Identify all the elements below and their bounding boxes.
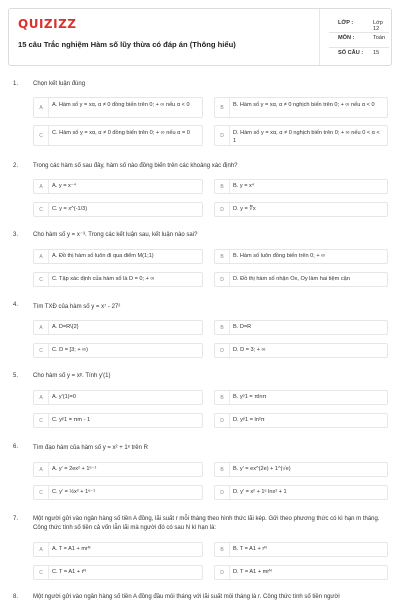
option-text: C. y = x^(-1/3) [52,206,88,212]
option-letter: D [215,414,230,427]
question-number: 8. [13,594,19,600]
meta-class [329,18,389,33]
option-text: C. yᵖ1 = πm - 1 [52,417,91,423]
option-b[interactable] [214,97,388,118]
option-text: B. T = A1 + rᴺ [233,546,267,552]
option-a[interactable] [33,462,203,477]
option-text: B. D=R [233,324,252,330]
option-d[interactable] [214,565,388,580]
option-a[interactable] [33,390,203,405]
meta-value: 15 [373,50,380,56]
option-text: D. Hàm số y = xα, α ≠ 0 nghịch biến trên 0; + ∞ nếu 0 < α < 1 [233,130,380,144]
option-text: A. y' = 2ex² + 1ᵉ⁻¹ [52,466,97,472]
option-text: C. y' = ½x² + 1ᵉ⁻¹ [52,489,96,495]
option-text: D. yᵖ1 = ln²π [233,417,265,423]
option-text: A. T = A1 + mrᴺ [52,546,91,552]
option-letter: C [34,273,49,286]
option-text: A. D=R\{2} [52,324,79,330]
question-text: Tìm TXĐ của hàm số y = x⁷ - 27² [33,304,121,310]
option-letter: B [215,250,230,263]
option-letter: D [215,486,230,499]
page-title: 15 câu Trắc nghiệm Hàm số lũy thừa có đáp án (Thông hiểu) [18,40,236,49]
option-c[interactable] [33,413,203,428]
option-letter: A [34,543,49,556]
option-d[interactable] [214,272,388,287]
option-b[interactable] [214,462,388,477]
option-text: A. y'(1)=0 [52,394,76,400]
meta-count [329,48,389,63]
meta-label: MÔN : [338,35,355,41]
quizizz-logo: QUIZIZZ [18,17,77,31]
meta-label: LỚP : [338,20,354,26]
option-letter: D [215,344,230,357]
option-letter: C [34,126,49,145]
meta-panel [329,18,389,63]
option-text: C. T = A1 + rᴺ [52,569,86,575]
question-text: Tìm đạo hàm của hàm số y = x² + 1ᵉ trên R [33,445,148,451]
option-c[interactable] [33,272,203,287]
option-letter: A [34,463,49,476]
question-number: 6. [13,444,19,450]
option-c[interactable] [33,125,203,146]
option-text: A. Hàm số y = xα, α ≠ 0 đồng biến trên 0; + ∞ nếu α < 0 [52,102,190,108]
question-text: Cho hàm số y = x⁻³. Trong các kết luận sau, kết luận nào sai? [33,232,198,238]
option-text: C. D = [3; + ∞) [52,347,89,353]
question-number: 2. [13,163,19,169]
option-d[interactable] [214,485,388,500]
option-b[interactable] [214,542,388,557]
option-letter: B [215,98,230,117]
option-text: A. Đồ thị hàm số luôn đi qua điểm M(1;1) [52,253,154,259]
question-text: Trong các hàm số sau đây, hàm số nào đồng biến trên các khoảng xác định? [33,163,238,169]
option-letter: D [215,126,230,145]
option-text: B. yᵖ1 = πlnπ [233,394,267,400]
option-text: B. y = x⁴ [233,183,255,189]
option-b[interactable] [214,249,388,264]
option-letter: C [34,414,49,427]
option-letter: A [34,98,49,117]
option-letter: D [215,273,230,286]
option-a[interactable] [33,320,203,335]
option-letter: B [215,321,230,334]
option-letter: B [215,543,230,556]
option-text: D. D = 3; + ∞ [233,347,266,353]
header-divider [319,9,320,65]
option-c[interactable] [33,343,203,358]
option-letter: B [215,391,230,404]
option-letter: A [34,180,49,193]
option-c[interactable] [33,485,203,500]
option-a[interactable] [33,249,203,264]
option-text: B. Hàm số y = xα, α ≠ 0 nghịch biến trên 0; + ∞ nếu α < 0 [233,102,375,108]
option-a[interactable] [33,542,203,557]
option-text: A. y = x⁻⁴ [52,183,77,189]
option-b[interactable] [214,179,388,194]
question-number: 3. [13,232,19,238]
option-letter: D [215,203,230,216]
question-text: Một người gửi vào ngân hàng số tiền A đồng, lãi suất r mỗi tháng theo hình thức lãi kép. Gửi theo phương thức có kì hạn m tháng. Công thức tính số tiền cả vốn lẫn lãi mà người đó có sau N kì hạn là: [33,516,380,531]
option-text: D. y = ∛x [233,206,256,212]
question-text: Chọn kết luận đúng [33,81,86,87]
option-text: D. T = A1 + mrᴺ [233,569,272,575]
option-d[interactable] [214,343,388,358]
question-number: 5. [13,373,19,379]
question-number: 7. [13,516,19,522]
option-text: B. y' = ex^(2e) + 1^(√e) [233,466,291,472]
option-text: C. Tập xác định của hàm số là D = 0; + ∞ [52,276,155,282]
option-letter: B [215,463,230,476]
question-number: 4. [13,302,19,308]
option-text: D. Đồ thị hàm số nhận Ox, Oy làm hai tiệm cận [233,276,350,282]
option-d[interactable] [214,413,388,428]
option-letter: A [34,321,49,334]
option-text: C. Hàm số y = xα, α ≠ 0 đồng biến trên 0; + ∞ nếu α = 0 [52,130,190,136]
question-text: Cho hàm số y = xᵖ. Tính y'(1) [33,373,111,379]
option-text: D. y' = x² + 1ᵉ lnx² + 1 [233,489,287,495]
option-d[interactable] [214,202,388,217]
meta-value: Lớp 12 [373,20,383,32]
option-b[interactable] [214,320,388,335]
option-a[interactable] [33,179,203,194]
question-text: Một người gửi vào ngân hàng số tiền A đồng đầu mỗi tháng với lãi suất mỗi tháng là r. Công thức tính số tiền người [33,594,340,600]
question-number: 1. [13,81,19,87]
option-c[interactable] [33,202,203,217]
option-b[interactable] [214,390,388,405]
option-letter: C [34,566,49,579]
option-d[interactable] [214,125,388,146]
option-a[interactable] [33,97,203,118]
option-letter: A [34,250,49,263]
option-letter: D [215,566,230,579]
header [8,8,392,66]
option-text: B. Hàm số luôn đồng biến trên 0; + ∞ [233,253,326,259]
meta-subject [329,33,389,48]
meta-value: Toán [373,35,386,41]
option-letter: B [215,180,230,193]
meta-label: SỐ CÂU : [338,50,364,56]
option-letter: A [34,391,49,404]
option-letter: C [34,344,49,357]
option-c[interactable] [33,565,203,580]
option-letter: C [34,203,49,216]
option-letter: C [34,486,49,499]
